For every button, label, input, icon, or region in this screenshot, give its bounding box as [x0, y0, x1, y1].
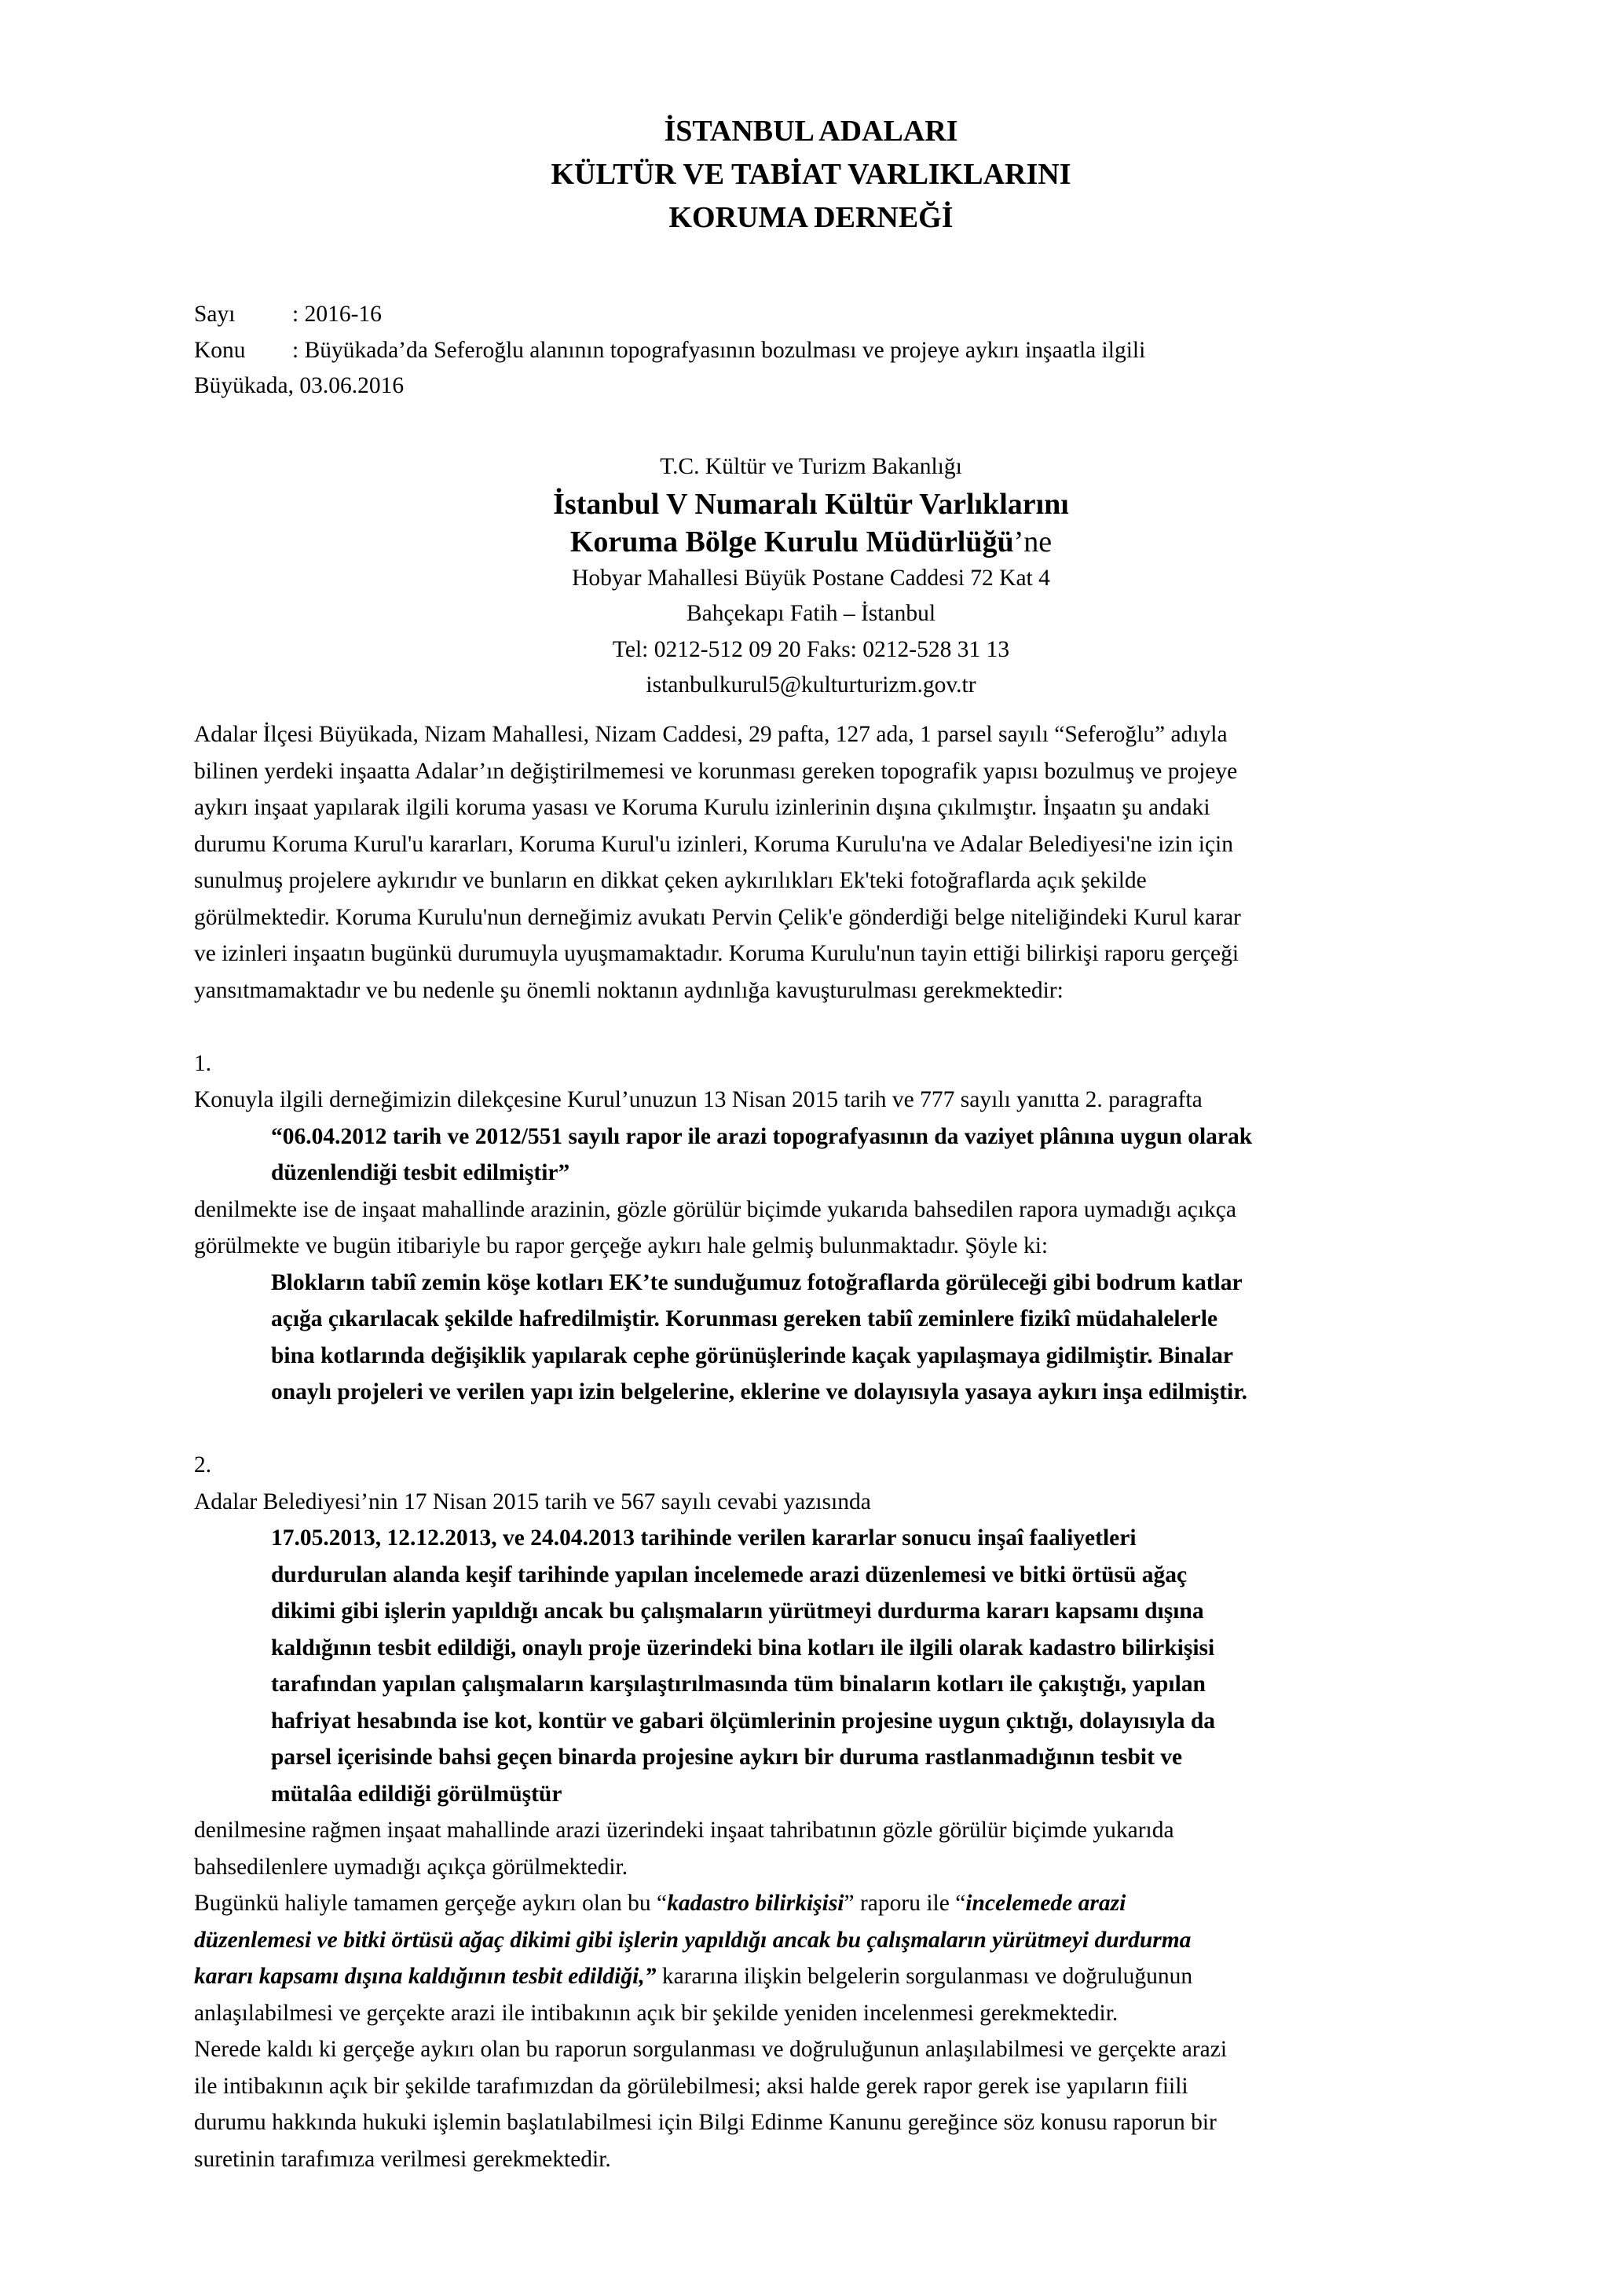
intro-line: sunulmuş projelere aykırıdır ve bunların en dikkat çeken aykırılıkları Ek'teki fotoğraflarda açık şekilde [194, 868, 1147, 893]
reference-number-row [194, 297, 1145, 333]
closing-line: suretinin tarafımıza verilmesi gerekmektedir. [194, 2146, 611, 2172]
address-line-2: Bahçekapı Fatih – İstanbul [686, 601, 936, 626]
addressee-block [0, 449, 1622, 704]
analysis-line [194, 1885, 1435, 1922]
analysis-line: anlaşılabilmesi ve gerçekte arazi ile intibakının açık bir şekilde yeniden incelenmesi gerekmektedir. [194, 2000, 1119, 2026]
section-2-number: 2. [194, 1452, 212, 1478]
section-1-detail-line: onaylı projeleri ve verilen yapı izin belgelerine, eklerine ve dolayısıyla yasaya aykırı inşa edilmiştir. [271, 1379, 1248, 1404]
subject-value: : Büyükada’da Seferoğlu alanının topografyasının bozulması ve projeye aykırı inşaatla ilgili [292, 337, 1146, 363]
subject-row [194, 333, 1145, 369]
intro-line: bilinen yerdeki inşaatta Adalar’ın değiştirilmemesi ve korunması gereken topografik yapısı bozulmuş ve projeye [194, 758, 1238, 784]
closing-line: durumu hakkında hukuki işlemin başlatılabilmesi için Bilgi Edinme Kanunu gereğince söz konusu raporun bir [194, 2110, 1217, 2135]
place-date: Büyükada, 03.06.2016 [194, 373, 405, 398]
closing-line: ile intibakının açık bir şekilde tarafımızdan da görülebilmesi; aksi halde gerek rapor gerek ise yapıların fiili [194, 2073, 1188, 2099]
organization-header [0, 110, 1622, 240]
section-2-quote-line: parsel içerisinde bahsi geçen binarda projesine aykırı bir duruma rastlanmadığının tesbit ve [271, 1745, 1183, 1770]
section-2-quote-line: 17.05.2013, 12.12.2013, ve 24.04.2013 tarihinde verilen kararlar sonucu inşaî faaliyetleri [271, 1525, 1137, 1551]
section-1-quote-line: düzenlendiği tesbit edilmiştir” [271, 1160, 570, 1185]
section-2-quote-line: durdurulan alanda keşif tarihinde yapılan incelemede arazi düzenlemesi ve bitki örtüsü ağaç [271, 1562, 1188, 1587]
analysis-text: Bugünkü haliyle tamamen gerçeğe aykırı olan bu “ [194, 1891, 668, 1916]
section-2-lead: Adalar Belediyesi’nin 17 Nisan 2015 tarih ve 567 sayılı cevabi yazısında [194, 1489, 871, 1514]
subject-label: Konu [194, 337, 246, 363]
intro-line: aykırı inşaat yapılarak ilgili koruma yasası ve Koruma Kurulu izinlerinin dışına çıkılmıştır. İnşaatın şu andaki [194, 795, 1210, 820]
analysis-emphasis: kadastro bilirkişisi [667, 1891, 844, 1916]
reference-number-value: : 2016-16 [292, 302, 382, 327]
analysis-text: ” raporu ile “ [844, 1891, 966, 1916]
section-2-follow-line: bahsedilenlere uymadığı açıkça görülmektedir. [194, 1854, 628, 1880]
section-1-number: 1. [194, 1050, 212, 1076]
section-2-quote-line: dikimi gibi işlerin yapıldığı ancak bu çalışmaların yürütmeyi durdurma kararı kapsamı dışına [271, 1598, 1204, 1624]
reference-number-label: Sayı [194, 302, 236, 327]
phone-fax: Tel: 0212-512 09 20 Faks: 0212-528 31 13 [612, 636, 1010, 662]
intro-line: ve izinleri inşaatın bugünkü durumuyla uyuşmamaktadır. Koruma Kurulu'nun tayin ettiği bilirkişi raporu gerçeği [194, 941, 1239, 966]
section-2-quote-line: hafriyat hesabında ise kot, kontür ve gabari ölçümlerinin projesine uygun çıktığı, dolayısıyla da [271, 1708, 1216, 1734]
section-2-quote-line: mütalâa edildiği görülmüştür [271, 1781, 562, 1807]
org-name-line-3: KORUMA DERNEĞİ [668, 201, 954, 234]
section-2-quote-line: kaldığının tesbit edildiği, onaylı proje üzerindeki bina kotları ile ilgili olarak kadastro bilirkişisi [271, 1635, 1215, 1661]
section-2-follow-line: denilmesine rağmen inşaat mahallinde arazi üzerindeki inşaat tahribatının gözle görülür biçimde yukarıda [194, 1818, 1174, 1843]
section-1-detail-line: Blokların tabiî zemin köşe kotları EK’te sunduğumuz fotoğraflarda görüleceği gibi bodrum katlar [271, 1269, 1243, 1295]
section-1-detail-line: açığa çıkarılacak şekilde hafredilmiştir. Korunması gereken tabiî zeminlere fizikî müdahalelerle [271, 1306, 1218, 1331]
org-name-line-1: İSTANBUL ADALARI [664, 115, 958, 148]
section-1-follow-line: görülmekte ve bugün itibariyle bu rapor gerçeğe aykırı hale gelmiş bulunmaktadır. Şöyle ki: [194, 1233, 1049, 1258]
analysis-emphasis: incelemede arazi [965, 1891, 1126, 1916]
board-name-line-2 [0, 523, 1622, 561]
section-2-quote-line: tarafından yapılan çalışmaların karşılaştırılmasında tüm binaların kotları ile çakıştığı, yapılan [271, 1672, 1206, 1697]
analysis-text: kararına ilişkin belgelerin sorgulanması ve doğruluğunun [656, 1964, 1193, 1989]
section-1-lead: Konuyla ilgili derneğimizin dilekçesine Kurul’unuzun 13 Nisan 2015 tarih ve 777 sayılı yanıtta 2. paragrafta [194, 1087, 1203, 1112]
letter-meta [194, 297, 1145, 405]
email-address[interactable]: istanbulkurul5@kulturturizm.gov.tr [646, 672, 976, 698]
section-1-quote-line: “06.04.2012 tarih ve 2012/551 sayılı rapor ile arazi topografyasının da vaziyet plânına uygun olarak [271, 1123, 1253, 1149]
letter-body [194, 716, 1435, 2177]
analysis-emphasis: kararı kapsamı dışına kaldığının tesbit edildiği,” [194, 1964, 657, 1989]
board-name-line-1: İstanbul V Numaralı Kültür Varlıklarını [553, 487, 1069, 521]
board-name-suffix: ’ne [1013, 525, 1053, 558]
intro-line: Adalar İlçesi Büyükada, Nizam Mahallesi, Nizam Caddesi, 29 pafta, 127 ada, 1 parsel sayılı “Seferoğlu” adıyla [194, 722, 1228, 747]
intro-line: yansıtmamaktadır ve bu nedenle şu önemli noktanın aydınlığa kavuşturulması gerekmektedir: [194, 977, 1064, 1003]
analysis-emphasis-line: düzenlemesi ve bitki örtüsü ağaç dikimi gibi işlerin yapıldığı ancak bu çalışmaların yürütmeyi durdurma [194, 1927, 1192, 1953]
section-1-detail-line: bina kotlarında değişiklik yapılarak cephe görünüşlerinde kaçak yapılaşmaya gidilmiştir. Binalar [271, 1342, 1234, 1368]
org-name-line-2: KÜLTÜR VE TABİAT VARLIKLARINI [551, 158, 1071, 191]
ministry-name: T.C. Kültür ve Turizm Bakanlığı [660, 454, 962, 479]
intro-line: görülmektedir. Koruma Kurulu'nun derneğimiz avukatı Pervin Çelik'e gönderdiği belge niteliğindeki Kurul karar [194, 904, 1241, 930]
board-name-bold: Koruma Bölge Kurulu Müdürlüğü [569, 525, 1014, 558]
closing-line: Nerede kaldı ki gerçeğe aykırı olan bu raporun sorgulanması ve doğruluğunun anlaşılabilmesi ve gerçekte arazi [194, 2037, 1228, 2062]
address-line-1: Hobyar Mahallesi Büyük Postane Caddesi 72 Kat 4 [572, 565, 1050, 591]
analysis-line [194, 1958, 1435, 1995]
section-1-follow-line: denilmekte ise de inşaat mahallinde arazinin, gözle görülür biçimde yukarıda bahsedilen rapora uymadığı açıkça [194, 1196, 1236, 1222]
intro-line: durumu Koruma Kurul'u kararları, Koruma Kurul'u izinleri, Koruma Kurulu'na ve Adalar Belediyesi'ne izin için [194, 831, 1233, 857]
